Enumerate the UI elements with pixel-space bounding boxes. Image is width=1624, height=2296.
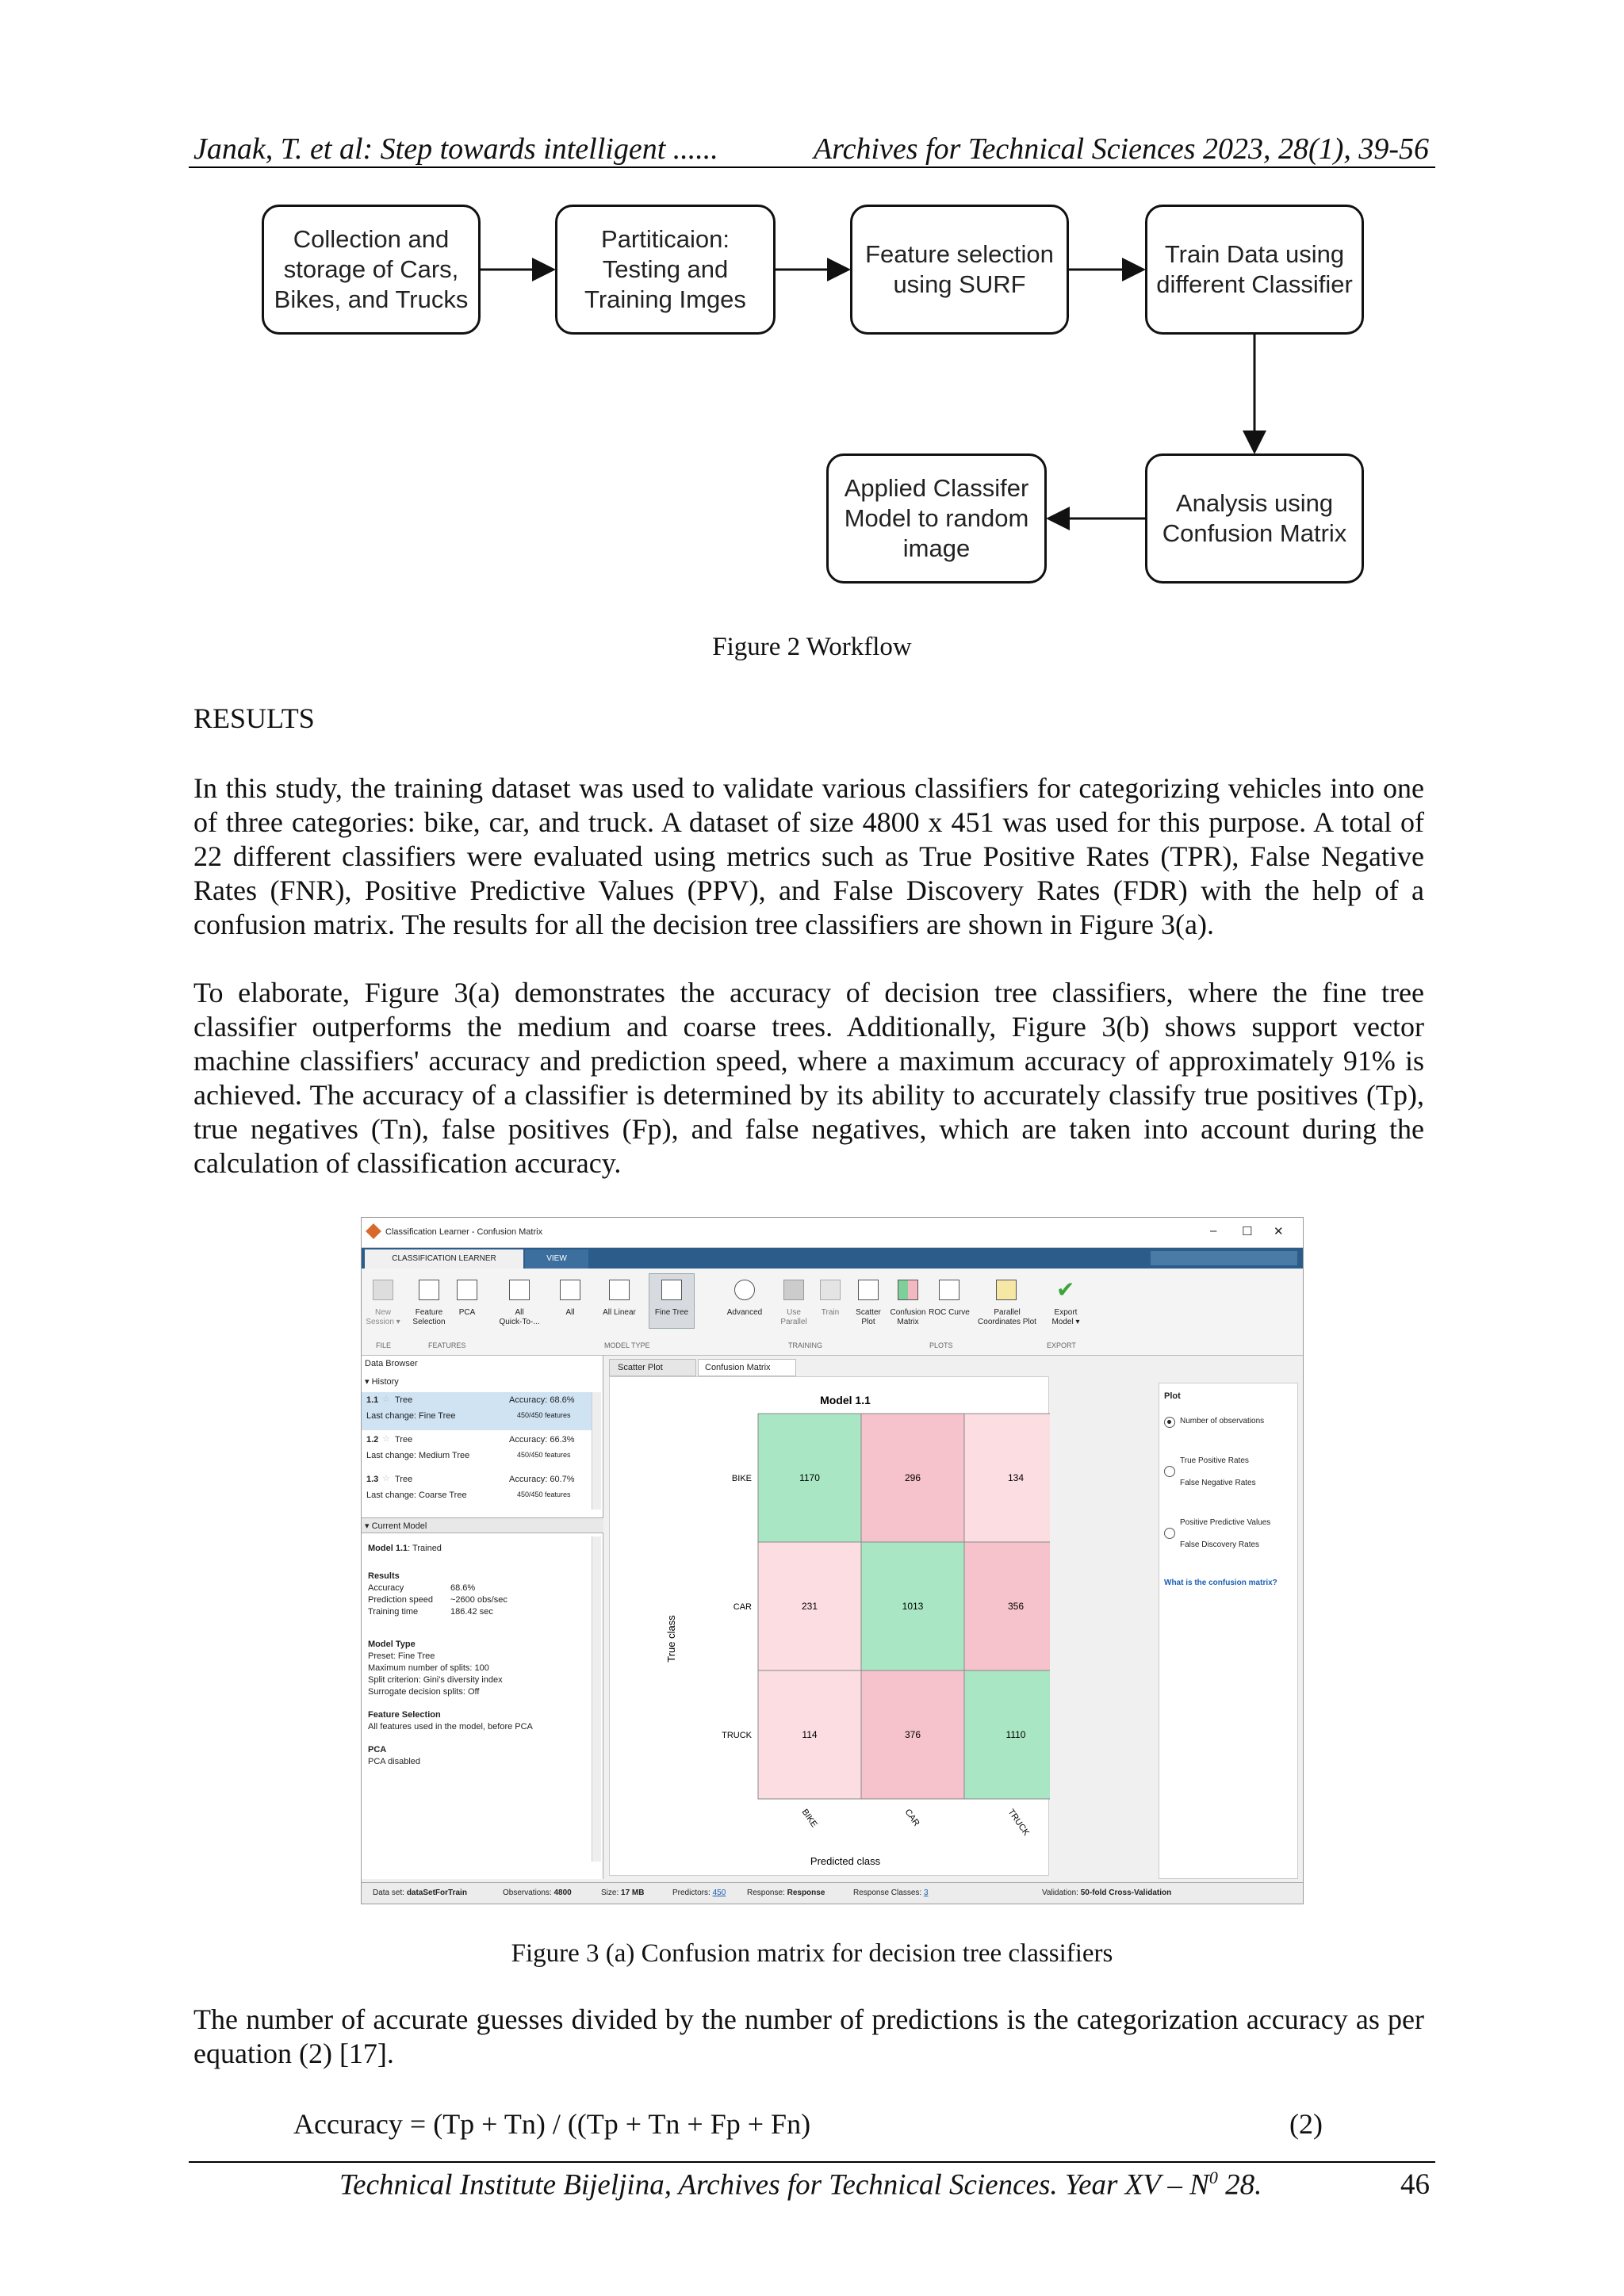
history-item[interactable]: 1.1 ☆ Tree Accuracy: 68.6% Last change: Fine Tree 450/450 features bbox=[362, 1392, 599, 1430]
paragraph-2: To elaborate, Figure 3(a) demonstrates the accuracy of decision tree classifiers, where the fine tree classifier outperforms the medium and coarse trees. Additionally, Figure 3(b) shows support vector machine classifiers' accuracy and prediction speed, where a maximum accuracy of approximately 91% is achieved. The accuracy of a classifier is determined by its ability to accurately classify true positives (Tp), true negatives (Tn), false positives (Fp), and false negatives, which are taken into account during the calculation of classification accuracy. bbox=[193, 977, 1424, 1179]
status-observations-label: Observations: bbox=[503, 1888, 552, 1897]
section-label-training: TRAINING bbox=[788, 1341, 823, 1349]
roc-curve-icon[interactable] bbox=[939, 1280, 959, 1300]
option-number-of-observations[interactable]: Number of observations bbox=[1180, 1417, 1265, 1425]
tab-confusion-matrix[interactable]: Confusion Matrix bbox=[698, 1359, 796, 1376]
pca-button[interactable]: PCA bbox=[458, 1308, 476, 1317]
minimize-button[interactable]: – bbox=[1210, 1224, 1217, 1238]
export-model-icon[interactable]: ✔ bbox=[1056, 1277, 1075, 1302]
figure-3-caption: Figure 3 (a) Confusion matrix for decision tree classifiers bbox=[511, 1939, 1113, 1968]
window-title-bar bbox=[362, 1218, 1303, 1248]
running-header-left: Janak, T. et al: Step towards intelligent ...... bbox=[193, 132, 718, 166]
prediction-speed-value: ~2600 obs/sec bbox=[450, 1595, 508, 1605]
section-label-model-type: MODEL TYPE bbox=[604, 1341, 650, 1349]
confusion-matrix-icon[interactable] bbox=[898, 1280, 918, 1300]
status-size-label: Size: bbox=[601, 1888, 619, 1897]
ribbon-tab-bar bbox=[362, 1248, 1303, 1269]
x-tick-label: CAR bbox=[902, 1807, 921, 1828]
status-dataset-label: Data set: bbox=[373, 1888, 405, 1897]
all-quick-button[interactable]: All Quick-To-... bbox=[499, 1308, 540, 1326]
data-browser-title: Data Browser bbox=[365, 1359, 418, 1368]
training-time-value: 186.42 sec bbox=[450, 1607, 493, 1617]
use-parallel-button[interactable]: Use Parallel bbox=[780, 1308, 807, 1326]
use-parallel-icon[interactable] bbox=[783, 1280, 804, 1300]
status-size: 17 MB bbox=[621, 1888, 645, 1897]
roc-curve-button[interactable]: ROC Curve bbox=[929, 1308, 970, 1317]
history-scrollbar[interactable] bbox=[592, 1392, 601, 1510]
y-axis-label: True class bbox=[665, 1615, 677, 1663]
matrix-cell-value: 376 bbox=[904, 1729, 921, 1740]
status-response-label: Response: bbox=[747, 1888, 785, 1897]
status-response: Response bbox=[787, 1888, 825, 1897]
history-item[interactable]: 1.3 ☆ Tree Accuracy: 60.7% Last change: Coarse Tree 450/450 features bbox=[366, 1474, 575, 1500]
all-icon[interactable] bbox=[560, 1280, 580, 1300]
export-model-button[interactable]: Export Model ▾ bbox=[1051, 1308, 1080, 1326]
pca-line: PCA disabled bbox=[368, 1757, 421, 1766]
radio-number-of-observations[interactable] bbox=[1164, 1417, 1175, 1428]
status-validation: 50-fold Cross-Validation bbox=[1080, 1888, 1172, 1897]
plot-options-panel bbox=[1159, 1383, 1298, 1879]
feature-selection-icon[interactable] bbox=[419, 1280, 439, 1300]
history-header[interactable]: ▾ History bbox=[365, 1377, 399, 1387]
status-bar bbox=[362, 1882, 1303, 1904]
status-observations: 4800 bbox=[553, 1888, 572, 1897]
section-title: RESULTS bbox=[193, 702, 315, 734]
data-browser-panel bbox=[362, 1356, 603, 1879]
workflow-arrows bbox=[0, 0, 1624, 634]
radio-ppv-fdr[interactable] bbox=[1164, 1528, 1175, 1539]
matrix-cell-value: 1170 bbox=[799, 1472, 820, 1483]
section-label-features: FEATURES bbox=[428, 1341, 466, 1349]
scatter-plot-button[interactable]: Scatter Plot bbox=[856, 1308, 881, 1326]
history-item[interactable]: 1.2 ☆ Tree Accuracy: 66.3% Last change: Medium Tree 450/450 features bbox=[366, 1434, 575, 1460]
page-number: 46 bbox=[1400, 2168, 1430, 2201]
y-tick-label: TRUCK bbox=[722, 1731, 752, 1740]
y-tick-label: CAR bbox=[733, 1602, 752, 1612]
matrix-cell-value: 134 bbox=[1007, 1472, 1025, 1483]
matlab-logo-icon bbox=[366, 1223, 381, 1239]
current-model-header[interactable]: ▾ Current Model bbox=[365, 1521, 427, 1531]
matrix-cell-value: 1110 bbox=[1005, 1729, 1026, 1740]
status-classes-link[interactable]: 3 bbox=[923, 1888, 929, 1897]
plot-area bbox=[609, 1376, 1049, 1876]
status-predictors-link[interactable]: 450 bbox=[712, 1888, 726, 1897]
matrix-cell-value: 356 bbox=[1007, 1601, 1025, 1612]
prediction-speed-label: Prediction speed bbox=[368, 1595, 433, 1605]
accuracy-label: Accuracy bbox=[368, 1583, 404, 1593]
option-false-discovery-rates[interactable]: False Discovery Rates bbox=[1180, 1540, 1260, 1549]
footer-superscript: 0 bbox=[1208, 2168, 1218, 2187]
maximize-button[interactable]: ☐ bbox=[1242, 1225, 1253, 1238]
accuracy-value: 68.6% bbox=[450, 1583, 476, 1593]
train-icon[interactable] bbox=[820, 1280, 841, 1300]
footer-text-main: Technical Institute Bijeljina, Archives for Technical Sciences. Year XV – N bbox=[339, 2168, 1209, 2202]
workflow-box-feature-selection: Feature selection using SURF bbox=[850, 205, 1069, 335]
fine-tree-button[interactable]: Fine Tree bbox=[654, 1308, 689, 1317]
footer-text bbox=[339, 2168, 1262, 2202]
results-title: Results bbox=[368, 1571, 400, 1581]
footer-rule bbox=[189, 2161, 1435, 2163]
feature-selection-title: Feature Selection bbox=[368, 1710, 441, 1720]
training-time-label: Training time bbox=[368, 1607, 419, 1617]
figure-2-caption: Figure 2 Workflow bbox=[712, 633, 912, 661]
pca-icon[interactable] bbox=[457, 1280, 477, 1300]
current-model-details bbox=[368, 1543, 590, 1768]
chart-title: Model 1.1 bbox=[820, 1394, 871, 1406]
tab-classification-learner[interactable]: CLASSIFICATION LEARNER bbox=[365, 1249, 523, 1269]
running-header-right: Archives for Technical Sciences 2023, 28(1), 39-56 bbox=[813, 132, 1429, 166]
all-linear-button[interactable]: All Linear bbox=[603, 1308, 636, 1317]
ribbon-toolbar bbox=[362, 1269, 1303, 1356]
parallel-coordinates-icon[interactable] bbox=[996, 1280, 1017, 1300]
y-tick-label: BIKE bbox=[731, 1474, 752, 1483]
current-model-header-bar bbox=[362, 1517, 603, 1533]
matrix-cell-value: 296 bbox=[904, 1472, 921, 1483]
model-type-line: Preset: Fine Tree bbox=[368, 1651, 435, 1661]
advanced-icon[interactable] bbox=[734, 1280, 755, 1300]
model-type-title: Model Type bbox=[368, 1640, 416, 1649]
option-positive-predictive-values[interactable]: Positive Predictive Values bbox=[1180, 1518, 1271, 1527]
feature-selection-line: All features used in the model, before PCA bbox=[368, 1722, 533, 1732]
status-predictors-label: Predictors: bbox=[672, 1888, 710, 1897]
current-model-status: : Trained bbox=[408, 1544, 442, 1553]
tab-scatter-plot[interactable]: Scatter Plot bbox=[609, 1359, 696, 1376]
current-model-name: Model 1.1 bbox=[368, 1544, 408, 1553]
option-false-negative-rates[interactable]: False Negative Rates bbox=[1180, 1479, 1256, 1487]
equation: Accuracy = (Tp + Tn) / ((Tp + Tn + Fp + Fn) bbox=[293, 2108, 811, 2140]
quick-access-toolbar[interactable] bbox=[1151, 1251, 1297, 1265]
status-classes-label: Response Classes: bbox=[853, 1888, 922, 1897]
star-icon[interactable]: ☆ bbox=[382, 1434, 390, 1444]
new-session-button[interactable]: New Session ▾ bbox=[366, 1308, 400, 1326]
parallel-coordinates-button[interactable]: Parallel Coordinates Plot bbox=[978, 1308, 1036, 1326]
section-label-plots: PLOTS bbox=[929, 1341, 953, 1349]
paragraph-3: The number of accurate guesses divided by the number of predictions is the categorization accuracy as per equation (2) [17]. bbox=[193, 2003, 1424, 2069]
new-session-icon[interactable] bbox=[373, 1280, 393, 1300]
section-label-file: FILE bbox=[376, 1341, 392, 1349]
window-title: Classification Learner - Confusion Matrix bbox=[385, 1227, 543, 1237]
current-model-scrollbar[interactable] bbox=[592, 1536, 601, 1862]
model-type-line: Split criterion: Gini's diversity index bbox=[368, 1675, 503, 1685]
advanced-button[interactable]: Advanced bbox=[726, 1308, 763, 1317]
scatter-plot-icon[interactable] bbox=[858, 1280, 879, 1300]
option-true-positive-rates[interactable]: True Positive Rates bbox=[1180, 1456, 1249, 1465]
matrix-cell-value: 231 bbox=[801, 1601, 818, 1612]
confusion-matrix-chart bbox=[610, 1377, 1050, 1877]
feature-selection-button[interactable]: Feature Selection bbox=[412, 1308, 446, 1326]
x-tick-label: TRUCK bbox=[1005, 1807, 1032, 1838]
star-icon[interactable]: ☆ bbox=[382, 1474, 390, 1483]
matrix-cell-value: 1013 bbox=[902, 1601, 924, 1612]
tab-view[interactable]: VIEW bbox=[525, 1249, 588, 1269]
star-icon[interactable]: ☆ bbox=[382, 1395, 390, 1404]
x-tick-label: BIKE bbox=[799, 1807, 819, 1830]
equation-number: (2) bbox=[1289, 2108, 1323, 2140]
footer-text-end: 28. bbox=[1217, 2168, 1262, 2202]
pca-title: PCA bbox=[368, 1745, 387, 1755]
classification-learner-screenshot bbox=[361, 1217, 1304, 1904]
workflow-box-train: Train Data using different Classifier bbox=[1145, 205, 1364, 335]
workflow-box-applied-model: Applied Classifer Model to random image bbox=[826, 453, 1047, 584]
fine-tree-icon[interactable] bbox=[661, 1280, 682, 1300]
matrix-cell-value: 114 bbox=[802, 1729, 818, 1740]
confusion-matrix-button[interactable]: Confusion Matrix bbox=[890, 1308, 926, 1326]
model-type-line: Maximum number of splits: 100 bbox=[368, 1663, 489, 1673]
all-linear-icon[interactable] bbox=[609, 1280, 630, 1300]
model-type-line: Surrogate decision splits: Off bbox=[368, 1687, 480, 1697]
status-dataset: dataSetForTrain bbox=[406, 1888, 467, 1897]
x-axis-label: Predicted class bbox=[810, 1855, 881, 1867]
section-label-export: EXPORT bbox=[1047, 1341, 1076, 1349]
workflow-box-partition: Partiticaion: Testing and Training Imges bbox=[555, 205, 776, 335]
all-quick-icon[interactable] bbox=[509, 1280, 530, 1300]
workflow-box-analysis: Analysis using Confusion Matrix bbox=[1145, 453, 1364, 584]
all-button[interactable]: All bbox=[565, 1308, 575, 1317]
plot-options-title: Plot bbox=[1164, 1391, 1181, 1401]
radio-tpr-fnr[interactable] bbox=[1164, 1466, 1175, 1477]
close-button[interactable]: ✕ bbox=[1274, 1225, 1284, 1238]
confusion-matrix-help-link[interactable]: What is the confusion matrix? bbox=[1164, 1578, 1277, 1587]
status-validation-label: Validation: bbox=[1042, 1888, 1078, 1897]
train-button[interactable]: Train bbox=[821, 1308, 840, 1317]
workflow-box-collection: Collection and storage of Cars, Bikes, and Trucks bbox=[262, 205, 481, 335]
paragraph-1: In this study, the training dataset was used to validate various classifiers for categorizing vehicles into one of three categories: bike, car, and truck. A dataset of size 4800 x 451 was used for this purpose. A total of 22 different classifiers were evaluated using metrics such as True Positive Rates (TPR), False Negative Rates (FNR), Positive Predictive Values (PPV), and False Discovery Rates (FDR) with the help of a confusion matrix. The results for all the decision tree classifiers are shown in Figure 3(a). bbox=[193, 772, 1424, 940]
